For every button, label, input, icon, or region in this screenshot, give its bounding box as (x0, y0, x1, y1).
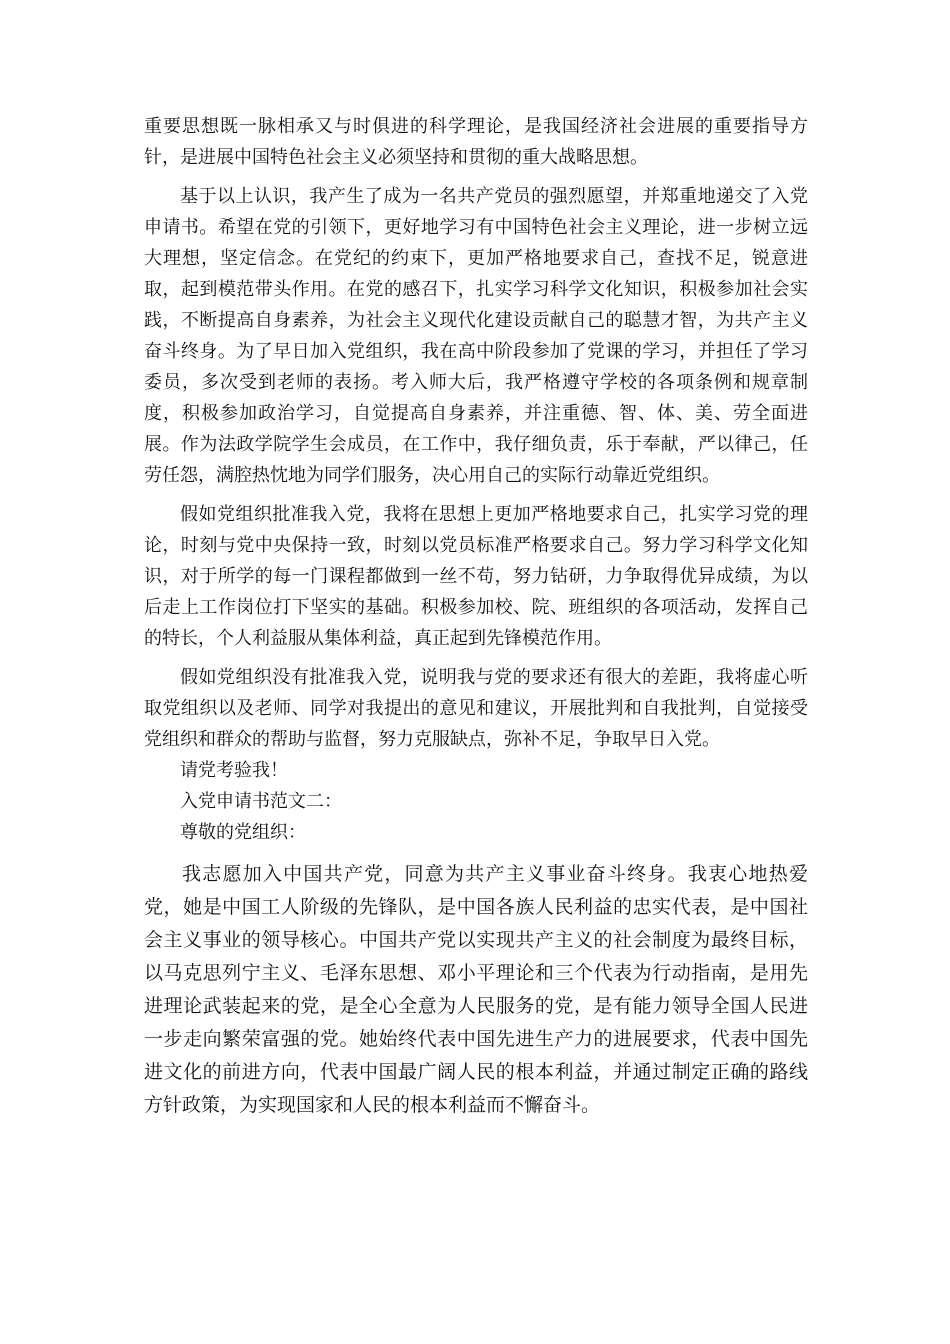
paragraph-if-approved: 假如党组织批准我入党，我将在思想上更加严格地要求自己，扎实学习党的理论，时刻与党中央保持一致，时刻以党员标准严格要求自己。努力学习科学文化知识，对于所学的每一门课程都做到一丝不苟，努力钻研，力争取得优异成绩，为以后走上工作岗位打下坚实的基础。积极参加校、院、班组织的各项活动，发挥自己的特长，个人利益服从集体利益，真正起到先锋模范作用。 (144, 504, 808, 649)
paragraph-sample-two-body: 我志愿加入中国共产党，同意为共产主义事业奋斗终身。我衷心地热爱党，她是中国工人阶级的先锋队，是中国各族人民利益的忠实代表，是中国社会主义事业的领导核心。中国共产党以实现共产主义的社会制度为最终目标，以马克思列宁主义、毛泽东思想、邓小平理论和三个代表为行动指南，是用先进理论武装起来的党，是全心全意为人民服务的党，是有能力领导全国人民进一步走向繁荣富强的党。她始终代表中国先进生产力的进展要求，代表中国先进文化的前进方向，代表中国最广阔人民的根本利益，并通过制定正确的路线方针政策，为实现国家和人民的根本利益而不懈奋斗。 (144, 863, 808, 1116)
closing-line: 请党考验我！ (180, 760, 288, 781)
section-heading-sample-two: 入党申请书范文二： (180, 791, 342, 812)
paragraph-motivation: 基于以上认识，我产生了成为一名共产党员的强烈愿望，并郑重地递交了入党申请书。希望在党的引领下，更好地学习有中国特色社会主义理论，进一步树立远大理想，坚定信念。在党纪的约束下，更加严格地要求自己，查找不足，锐意进取，起到模范带头作用。在党的感召下，扎实学习科学文化知识，积极参加社会实践，不断提高自身素养，为社会主义现代化建设贡献自己的聪慧才智，为共产主义奋斗终身。为了早日加入党组织，我在高中阶段参加了党课的学习，并担任了学习委员，多次受到老师的表扬。考入师大后，我严格遵守学校的各项条例和规章制度，积极参加政治学习，自觉提高自身素养，并注重德、智、体、美、劳全面进展。作为法政学院学生会成员，在工作中，我仔细负责，乐于奉献，严以律己，任劳任怨，满腔热忱地为同学们服务，决心用自己的实际行动靠近党组织。 (144, 186, 808, 486)
salutation: 尊敬的党组织： (180, 822, 306, 843)
document-body (144, 111, 808, 1122)
paragraph-if-not-approved: 假如党组织没有批准我入党，说明我与党的要求还有很大的差距，我将虚心听取党组织以及老师、同学对我提出的意见和建议，开展批判和自我批判，自觉接受党组织和群众的帮助与监督，努力克服缺点，弥补不足，争取早日入党。 (144, 667, 808, 750)
paragraph-continuation: 重要思想既一脉相承又与时俱进的科学理论，是我国经济社会进展的重要指导方针，是进展中国特色社会主义必须坚持和贯彻的重大战略思想。 (144, 116, 808, 168)
